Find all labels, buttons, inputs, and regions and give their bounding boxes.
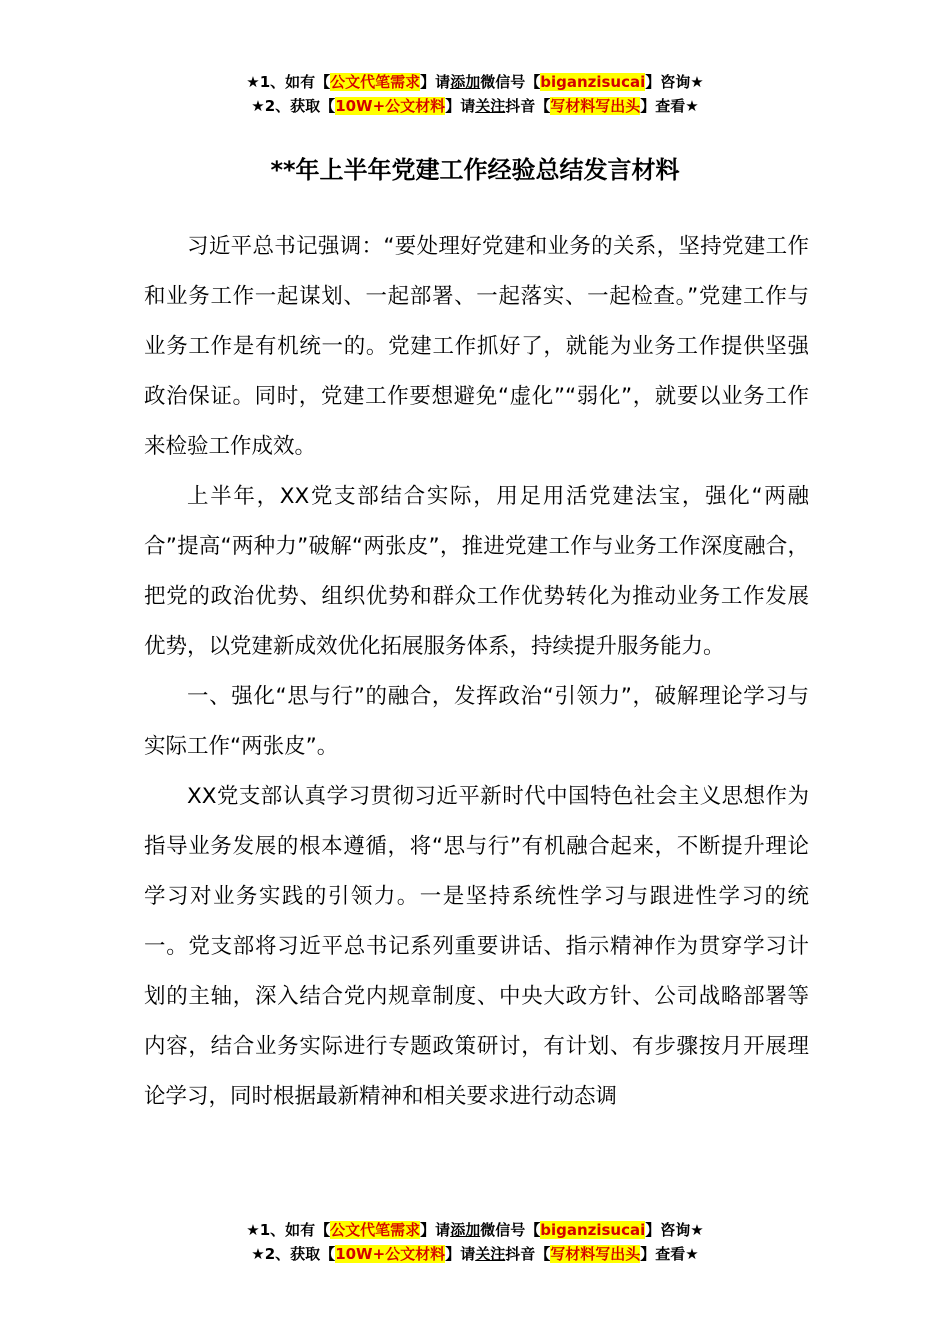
banner-text: 】咨询★ [645, 1221, 704, 1239]
banner-underline: 添加 [450, 73, 481, 91]
banner-text: 】查看★ [640, 1245, 699, 1263]
banner-highlight: 写材料写出头 [550, 1245, 641, 1263]
document-title: **年上半年党建工作经验总结发言材料 [270, 156, 680, 184]
banner-text: 抖音【 [505, 97, 551, 115]
banner-text: 抖音【 [505, 1245, 551, 1263]
banner-text: ★2、获取【 [251, 97, 336, 115]
banner-underline: 关注 [475, 1245, 506, 1263]
section-heading: 一、强化“思与行”的融合，发挥政治“引领力”，破解理论学习与实际工作“两张皮”。 [144, 684, 809, 759]
banner-text: 微信号【 [480, 73, 541, 91]
banner-line-1 [0, 70, 950, 94]
banner-text: 】请 [445, 1245, 476, 1263]
banner-text: 】请 [420, 73, 451, 91]
banner-text: 】请 [445, 97, 476, 115]
paragraph: XX党支部认真学习贯彻习近平新时代中国特色社会主义思想作为指导业务发展的根本遵循，将“思与行”有机融合起来，不断提升理论学习对业务实践的引领力。一是坚持系统性学习与跟进性学习的统一。党支部将习近平总书记系列重要讲话、指示精神作为贯穿学习计划的主轴，深入结合党内规章制度、中央大政方针、公司战略部署等内容，结合业务实际进行专题政策研讨，有计划、有步骤按月开展理论学习，同时根据最新精神和相关要求进行动态调 [144, 784, 809, 1109]
paragraph: 上半年，XX党支部结合实际，用足用活党建法宝，强化“两融合”提高“两种力”破解“两张皮”，推进党建工作与业务工作深度融合，把党的政治优势、组织优势和群众工作优势转化为推动业务工作发展优势，以党建新成效优化拓展服务体系，持续提升服务能力。 [144, 484, 809, 659]
banner-text: ★1、如有【 [246, 1221, 331, 1239]
document-body [144, 222, 809, 1122]
banner-text: 微信号【 [480, 1221, 541, 1239]
banner-highlight: 10W+公文材料 [335, 97, 446, 115]
banner-highlight: 写材料写出头 [550, 97, 641, 115]
banner-underline: 关注 [475, 97, 506, 115]
banner-text: 】咨询★ [645, 73, 704, 91]
banner-highlight: 公文代笔需求 [330, 1221, 421, 1239]
banner-text: 】请 [420, 1221, 451, 1239]
header-banner [0, 70, 950, 118]
banner-text: ★2、获取【 [251, 1245, 336, 1263]
banner-underline: 添加 [450, 1221, 481, 1239]
banner-text: 】查看★ [640, 97, 699, 115]
banner-highlight: 10W+公文材料 [335, 1245, 446, 1263]
paragraph: 习近平总书记强调：“要处理好党建和业务的关系，坚持党建工作和业务工作一起谋划、一起部署、一起落实、一起检查。”党建工作与业务工作是有机统一的。党建工作抓好了，就能为业务工作提供坚强政治保证。同时，党建工作要想避免“虚化”“弱化”，就要以业务工作来检验工作成效。 [144, 234, 809, 459]
banner-line-2 [0, 1242, 950, 1266]
banner-line-2 [0, 94, 950, 118]
banner-highlight: 公文代笔需求 [330, 73, 421, 91]
banner-line-1 [0, 1218, 950, 1242]
footer-banner [0, 1218, 950, 1266]
banner-highlight: biganzisucai [540, 73, 646, 91]
banner-text: ★1、如有【 [246, 73, 331, 91]
banner-highlight: biganzisucai [540, 1221, 646, 1239]
